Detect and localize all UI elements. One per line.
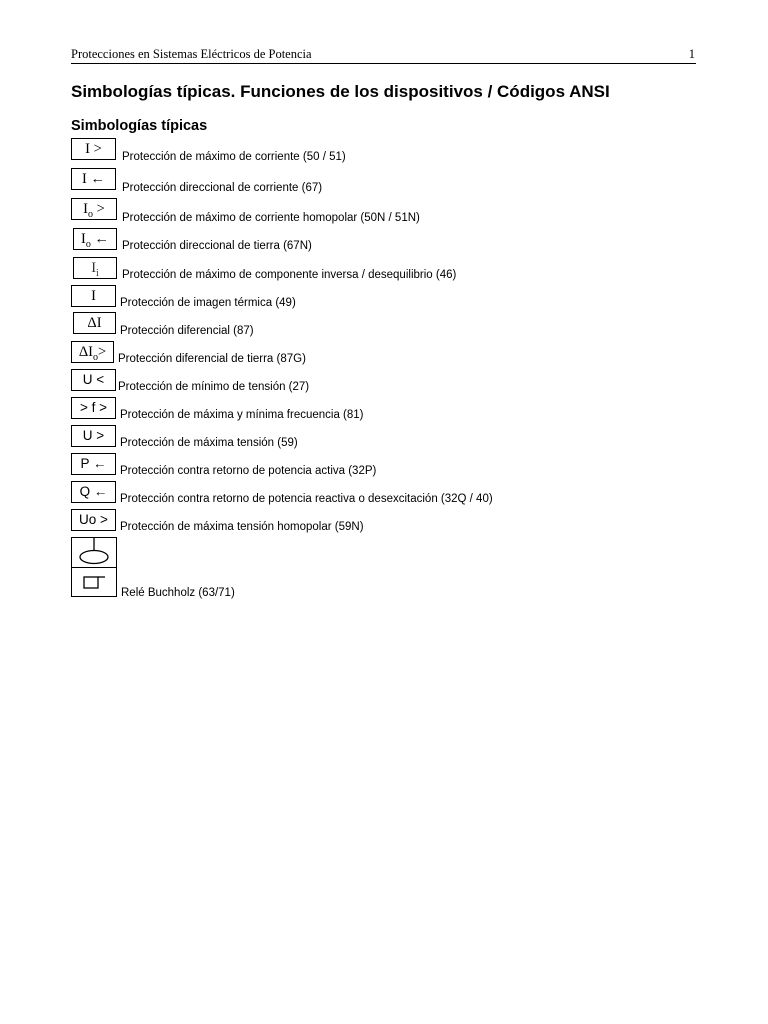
buchholz-float-icon	[72, 538, 116, 567]
symbol-box-directional-current	[71, 168, 116, 190]
symbol-box-negative-sequence	[73, 257, 117, 279]
symbol-box-homopolar-overcurrent	[71, 198, 117, 220]
symbol-box-frequency	[71, 397, 116, 419]
buchholz-symbol-box-bottom	[71, 567, 117, 597]
description-frequency: Protección de máxima y mínima frecuencia (81)	[120, 409, 364, 421]
symbol-box-undervoltage	[71, 369, 116, 391]
description-reverse-reactive-power: Protección contra retorno de potencia reactiva o desexcitación (32Q / 40)	[120, 493, 493, 505]
symbol-subscript: o	[88, 208, 94, 220]
symbol-text: P ←	[80, 456, 107, 471]
symbol-text: ΔI	[87, 315, 102, 331]
symbol-box-homopolar-overvoltage	[71, 509, 116, 531]
description-earth-differential: Protección diferencial de tierra (87G)	[118, 353, 306, 365]
running-title: Protecciones en Sistemas Eléctricos de Potencia	[71, 47, 312, 61]
document-title: Simbologías típicas. Funciones de los dispositivos / Códigos ANSI	[71, 82, 610, 101]
symbol-suffix: >	[93, 201, 105, 217]
symbol-subscript: o	[85, 238, 91, 250]
symbol-subscript: i	[96, 267, 99, 279]
description-homopolar-overvoltage: Protección de máxima tensión homopolar (59N)	[120, 521, 364, 533]
symbol-main: ΔI	[78, 344, 93, 360]
description-negative-sequence: Protección de máximo de componente inversa / desequilibrio (46)	[122, 269, 457, 281]
symbol-main: I	[81, 231, 86, 247]
page-number: 1	[688, 47, 695, 61]
symbol-suffix: ←	[90, 231, 109, 247]
symbol-box-thermal-image	[71, 285, 116, 307]
symbol-suffix: >	[97, 344, 107, 360]
symbol-box-differential	[73, 312, 116, 334]
buchholz-symbol-box-top	[71, 537, 117, 568]
symbol-main: I	[83, 201, 89, 217]
symbol-main: I	[91, 260, 97, 276]
symbol-text: > f >	[79, 400, 108, 415]
description-reverse-active-power: Protección contra retorno de potencia activa (32P)	[120, 465, 377, 477]
symbol-text: Q ←	[79, 484, 108, 499]
description-overvoltage: Protección de máxima tensión (59)	[120, 437, 298, 449]
description-homopolar-overcurrent: Protección de máximo de corriente homopolar (50N / 51N)	[122, 212, 420, 224]
symbol-text: I	[91, 288, 96, 304]
symbol-text: U >	[82, 428, 105, 443]
symbol-subscript: o	[92, 351, 98, 363]
symbol-text: U <	[82, 372, 105, 387]
symbol-box-overcurrent	[71, 138, 116, 160]
description-buchholz: Relé Buchholz (63/71)	[121, 587, 235, 599]
symbol-box-directional-earth	[73, 228, 117, 250]
running-header	[71, 46, 696, 64]
symbol-box-overvoltage	[71, 425, 116, 447]
symbol-box-earth-differential	[71, 341, 114, 363]
description-thermal-image: Protección de imagen térmica (49)	[120, 297, 296, 309]
symbol-text: I >	[85, 141, 102, 157]
description-overcurrent: Protección de máximo de corriente (50 / 51)	[122, 151, 346, 163]
symbol-text: Uo >	[79, 512, 108, 527]
symbol-text: I ←	[82, 171, 105, 187]
description-undervoltage: Protección de mínimo de tensión (27)	[118, 381, 310, 393]
symbol-box-reverse-active-power	[71, 453, 116, 475]
description-directional-earth: Protección direccional de tierra (67N)	[122, 240, 312, 252]
description-directional-current: Protección direccional de corriente (67)	[122, 182, 323, 194]
buchholz-contact-icon	[72, 568, 116, 596]
description-differential: Protección diferencial (87)	[120, 325, 254, 337]
section-title: Simbologías típicas	[71, 118, 208, 134]
symbol-box-reverse-reactive-power	[71, 481, 116, 503]
